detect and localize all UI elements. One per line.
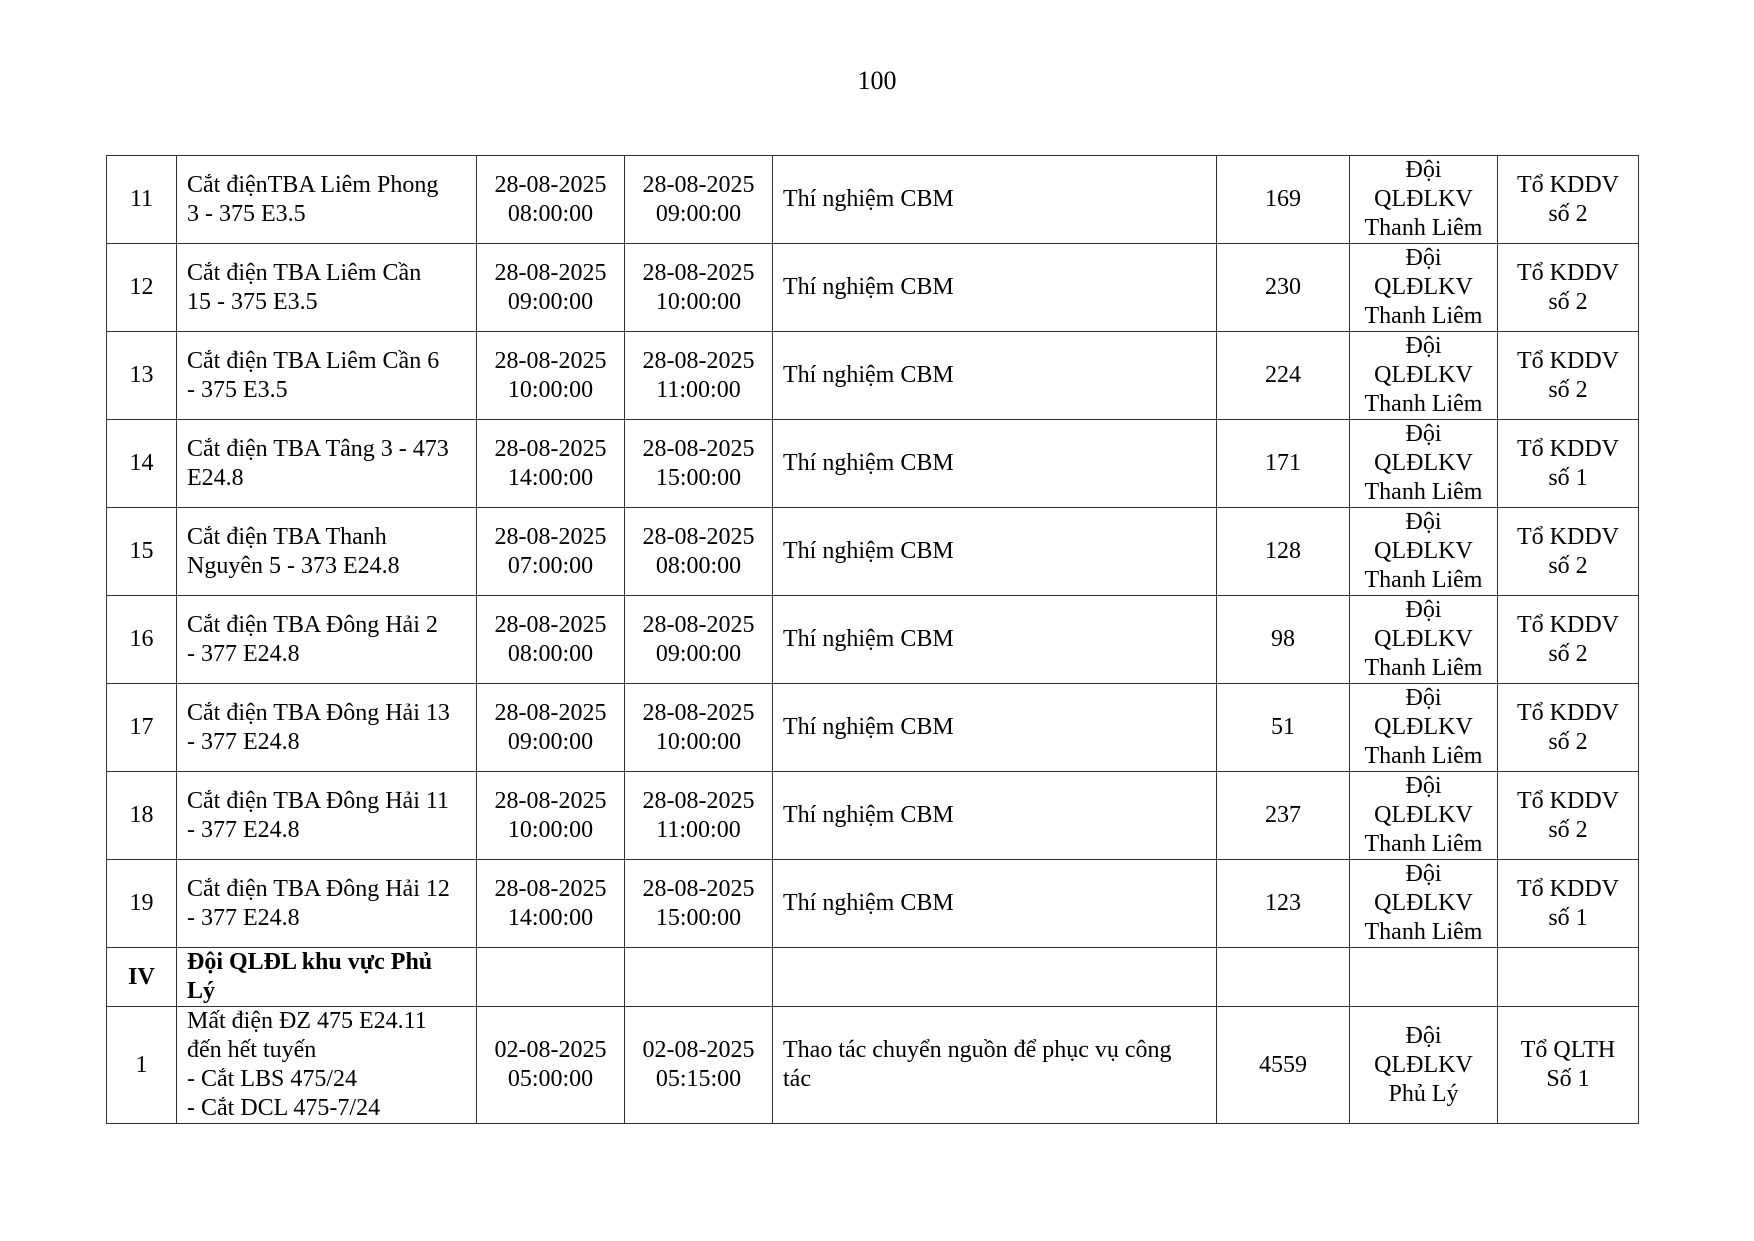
table-row [107, 1007, 1639, 1124]
responsible-unit-cell [1350, 156, 1498, 244]
start-time-line: 14:00:00 [507, 904, 594, 931]
reason-cell [773, 772, 1217, 860]
start-time-line: 28-08-2025 [494, 875, 607, 902]
reason-cell [773, 596, 1217, 684]
responsible-unit-cell [1350, 596, 1498, 684]
responsible-team-line: Tổ KDDV [1517, 523, 1619, 550]
end-time-cell [625, 772, 773, 860]
end-time-cell [625, 1007, 773, 1124]
work-description-line: - Cắt DCL 475-7/24 [187, 1095, 381, 1121]
responsible-unit-cell [1350, 948, 1498, 1007]
reason-cell [773, 508, 1217, 596]
table-row [107, 772, 1639, 860]
responsible-team-cell [1498, 772, 1639, 860]
table-row [107, 244, 1639, 332]
responsible-unit-line: QLĐLKV [1374, 1051, 1473, 1078]
reason-cell [773, 948, 1217, 1007]
section-header-row [107, 948, 1639, 1007]
end-time-cell [625, 596, 773, 684]
reason-line: Thao tác chuyển nguồn để phục vụ công [783, 1037, 1172, 1063]
responsible-unit-line: QLĐLKV [1374, 186, 1473, 212]
start-time-cell [477, 684, 625, 772]
row-number-cell [107, 772, 177, 860]
customer-count-cell [1217, 508, 1350, 596]
end-time-line: 10:00:00 [655, 728, 742, 755]
row-number-cell [107, 420, 177, 508]
table-row [107, 596, 1639, 684]
work-description-cell [177, 244, 477, 332]
row-number-text: 15 [129, 538, 154, 564]
responsible-unit-line: Đội [1405, 685, 1442, 711]
responsible-unit-line: QLĐLKV [1374, 274, 1473, 300]
work-description-cell [177, 156, 477, 244]
work-description-cell [177, 948, 477, 1007]
table-row [107, 684, 1639, 772]
responsible-unit-line: Đội [1405, 333, 1442, 359]
start-time-line: 28-08-2025 [494, 171, 607, 198]
end-time-line: 02-08-2025 [642, 1037, 755, 1063]
end-time-line: 11:00:00 [656, 376, 741, 403]
work-description-line: Cắt điện TBA Đông Hải 12 [187, 875, 450, 902]
start-time-line: 28-08-2025 [494, 699, 607, 726]
start-time-line: 10:00:00 [507, 816, 594, 843]
start-time-cell [477, 948, 625, 1007]
responsible-team-line: số 2 [1548, 552, 1588, 579]
end-time-line: 28-08-2025 [642, 699, 755, 726]
row-number-cell [107, 684, 177, 772]
table-row [107, 860, 1639, 948]
responsible-team-line: số 2 [1548, 288, 1588, 315]
responsible-unit-line: Thanh Liêm [1364, 391, 1483, 417]
end-time-cell [625, 508, 773, 596]
customer-count-text: 169 [1265, 186, 1301, 212]
responsible-unit-line: QLĐLKV [1374, 538, 1473, 564]
responsible-team-line: Tổ KDDV [1517, 347, 1619, 374]
responsible-team-line: số 1 [1548, 464, 1588, 491]
customer-count-cell [1217, 684, 1350, 772]
responsible-unit-line: Thanh Liêm [1364, 215, 1483, 241]
responsible-team-line: số 2 [1548, 200, 1588, 227]
customer-count-text: 128 [1265, 538, 1301, 564]
responsible-team-cell [1498, 156, 1639, 244]
responsible-unit-line: Thanh Liêm [1364, 831, 1483, 857]
work-description-line: Cắt điện TBA Đông Hải 2 [187, 611, 438, 638]
row-number-text: 16 [129, 626, 154, 652]
row-number-cell [107, 860, 177, 948]
responsible-team-line: Tổ KDDV [1517, 171, 1619, 198]
row-number-text: 1 [135, 1051, 148, 1078]
responsible-team-line: Tổ KDDV [1517, 435, 1619, 462]
work-description-line: Cắt điện TBA Đông Hải 13 [187, 699, 450, 726]
customer-count-cell [1217, 244, 1350, 332]
responsible-unit-cell [1350, 508, 1498, 596]
end-time-line: 10:00:00 [655, 288, 742, 315]
responsible-team-line: số 2 [1548, 816, 1588, 843]
customer-count-text: 224 [1265, 362, 1301, 388]
start-time-line: 28-08-2025 [494, 347, 607, 374]
end-time-line: 08:00:00 [655, 552, 742, 579]
work-description-line: - 377 E24.8 [187, 728, 300, 755]
row-number-text: 12 [129, 274, 154, 300]
responsible-unit-cell [1350, 684, 1498, 772]
responsible-team-cell [1498, 684, 1639, 772]
responsible-team-cell [1498, 1007, 1639, 1124]
end-time-line: 09:00:00 [655, 200, 742, 227]
work-description-cell [177, 332, 477, 420]
responsible-team-cell [1498, 596, 1639, 684]
reason-cell [773, 684, 1217, 772]
start-time-line: 02-08-2025 [494, 1037, 607, 1063]
work-description-cell [177, 508, 477, 596]
page-number: 100 [857, 66, 897, 95]
responsible-team-line: Tổ KDDV [1517, 875, 1619, 902]
start-time-line: 28-08-2025 [494, 787, 607, 814]
reason-cell [773, 332, 1217, 420]
responsible-unit-line: Thanh Liêm [1364, 479, 1483, 505]
work-description-line: - 377 E24.8 [187, 640, 300, 667]
work-description-cell [177, 772, 477, 860]
responsible-unit-line: QLĐLKV [1374, 802, 1473, 828]
responsible-unit-line: Thanh Liêm [1364, 655, 1483, 681]
work-description-cell [177, 860, 477, 948]
start-time-line: 05:00:00 [507, 1066, 594, 1092]
responsible-unit-line: Đội [1405, 157, 1442, 183]
end-time-line: 15:00:00 [655, 464, 742, 491]
start-time-cell [477, 420, 625, 508]
reason-line: Thí nghiệm CBM [783, 538, 954, 564]
reason-cell [773, 1007, 1217, 1124]
reason-line: Thí nghiệm CBM [783, 714, 954, 740]
work-description-cell [177, 1007, 477, 1124]
responsible-unit-cell [1350, 772, 1498, 860]
responsible-unit-line: Thanh Liêm [1364, 567, 1483, 593]
work-description-line: Cắt điện TBA Thanh [187, 523, 387, 550]
responsible-team-line: Tổ KDDV [1517, 259, 1619, 286]
responsible-team-line: số 1 [1548, 904, 1588, 931]
responsible-unit-line: Thanh Liêm [1364, 919, 1483, 945]
table-row [107, 420, 1639, 508]
reason-line: Thí nghiệm CBM [783, 186, 954, 212]
end-time-line: 11:00:00 [656, 816, 741, 843]
start-time-line: 28-08-2025 [494, 523, 607, 550]
responsible-unit-line: QLĐLKV [1374, 890, 1473, 916]
reason-line: tác [783, 1066, 811, 1092]
end-time-line: 09:00:00 [655, 640, 742, 667]
row-number-cell [107, 596, 177, 684]
customer-count-text: 123 [1265, 890, 1301, 916]
row-number-text: 18 [129, 802, 154, 828]
work-description-line: E24.8 [187, 464, 244, 491]
reason-cell [773, 156, 1217, 244]
start-time-line: 28-08-2025 [494, 611, 607, 638]
end-time-line: 28-08-2025 [642, 435, 755, 462]
responsible-team-line: Số 1 [1546, 1066, 1590, 1092]
end-time-cell [625, 860, 773, 948]
customer-count-cell [1217, 420, 1350, 508]
responsible-team-cell [1498, 420, 1639, 508]
responsible-unit-cell [1350, 1007, 1498, 1124]
end-time-line: 28-08-2025 [642, 259, 755, 286]
customer-count-cell [1217, 596, 1350, 684]
reason-line: Thí nghiệm CBM [783, 802, 954, 828]
row-number-cell [107, 156, 177, 244]
responsible-unit-line: Đội [1405, 861, 1442, 887]
start-time-line: 08:00:00 [507, 640, 594, 667]
work-description-line: Cắt điện TBA Liêm Cần 6 [187, 347, 440, 374]
end-time-line: 28-08-2025 [642, 787, 755, 814]
reason-line: Thí nghiệm CBM [783, 274, 954, 300]
responsible-team-line: số 2 [1548, 376, 1588, 403]
responsible-unit-line: QLĐLKV [1374, 450, 1473, 476]
responsible-team-cell [1498, 244, 1639, 332]
responsible-team-line: Tổ KDDV [1517, 611, 1619, 638]
work-description-cell [177, 420, 477, 508]
start-time-line: 28-08-2025 [494, 259, 607, 286]
table-row [107, 156, 1639, 244]
work-description-line: - 375 E3.5 [187, 376, 288, 403]
row-number-cell [107, 244, 177, 332]
responsible-unit-cell [1350, 332, 1498, 420]
start-time-cell [477, 244, 625, 332]
end-time-line: 28-08-2025 [642, 611, 755, 638]
customer-count-text: 230 [1265, 274, 1301, 300]
end-time-cell [625, 244, 773, 332]
reason-line: Thí nghiệm CBM [783, 362, 954, 388]
work-description-line: 15 - 375 E3.5 [187, 288, 318, 315]
responsible-team-line: Tổ KDDV [1517, 699, 1619, 726]
reason-cell [773, 244, 1217, 332]
row-number-text: 11 [129, 186, 154, 212]
work-description-line: Nguyên 5 - 373 E24.8 [187, 552, 400, 579]
customer-count-text: 4559 [1259, 1051, 1307, 1078]
row-number-cell [107, 948, 177, 1007]
responsible-team-line: số 2 [1548, 728, 1588, 755]
work-description-line: - 377 E24.8 [187, 816, 300, 843]
schedule-body [107, 156, 1639, 1124]
responsible-unit-line: QLĐLKV [1374, 714, 1473, 740]
reason-line: Thí nghiệm CBM [783, 626, 954, 652]
row-number-cell [107, 508, 177, 596]
row-number-text: 19 [129, 890, 154, 916]
end-time-line: 05:15:00 [655, 1066, 742, 1092]
reason-line: Thí nghiệm CBM [783, 450, 954, 476]
work-description-line: Cắt điệnTBA Liêm Phong [187, 171, 439, 198]
work-description-cell [177, 684, 477, 772]
work-description-line: Mất điện ĐZ 475 E24.11 [187, 1008, 427, 1034]
end-time-cell [625, 684, 773, 772]
responsible-unit-line: QLĐLKV [1374, 362, 1473, 388]
responsible-unit-line: Phủ Lý [1388, 1080, 1459, 1107]
end-time-line: 28-08-2025 [642, 171, 755, 198]
end-time-line: 28-08-2025 [642, 875, 755, 902]
customer-count-cell [1217, 948, 1350, 1007]
reason-line: Thí nghiệm CBM [783, 890, 954, 916]
customer-count-cell [1217, 156, 1350, 244]
start-time-line: 10:00:00 [507, 376, 594, 403]
work-description-line: Cắt điện TBA Đông Hải 11 [187, 787, 449, 814]
responsible-unit-line: Đội [1405, 1022, 1442, 1049]
end-time-line: 28-08-2025 [642, 347, 755, 374]
row-number-text: 17 [129, 714, 154, 740]
customer-count-text: 51 [1271, 714, 1295, 740]
outage-schedule-table [106, 155, 1639, 1124]
responsible-unit-cell [1350, 244, 1498, 332]
responsible-unit-cell [1350, 420, 1498, 508]
start-time-line: 14:00:00 [507, 464, 594, 491]
customer-count-cell [1217, 1007, 1350, 1124]
responsible-team-line: Tổ KDDV [1517, 787, 1619, 814]
end-time-cell [625, 948, 773, 1007]
responsible-team-cell [1498, 860, 1639, 948]
reason-cell [773, 860, 1217, 948]
start-time-cell [477, 156, 625, 244]
customer-count-cell [1217, 772, 1350, 860]
start-time-line: 09:00:00 [507, 288, 594, 315]
work-description-line: Đội QLĐL khu vực Phủ Lý [187, 949, 433, 1004]
work-description-line: 3 - 375 E3.5 [187, 200, 306, 227]
row-number-text: IV [128, 963, 155, 990]
table-row [107, 508, 1639, 596]
end-time-line: 15:00:00 [655, 904, 742, 931]
responsible-unit-cell [1350, 860, 1498, 948]
responsible-unit-line: Thanh Liêm [1364, 303, 1483, 329]
start-time-cell [477, 1007, 625, 1124]
customer-count-cell [1217, 332, 1350, 420]
work-description-line: - Cắt LBS 475/24 [187, 1066, 358, 1092]
work-description-line: Cắt điện TBA Liêm Cần [187, 259, 422, 286]
work-description-line: Cắt điện TBA Tâng 3 - 473 [187, 435, 449, 462]
responsible-unit-line: Đội [1405, 245, 1442, 271]
start-time-cell [477, 772, 625, 860]
work-description-line: đến hết tuyến [187, 1037, 317, 1063]
responsible-unit-line: QLĐLKV [1374, 626, 1473, 652]
customer-count-text: 237 [1265, 802, 1301, 828]
start-time-line: 08:00:00 [507, 200, 594, 227]
responsible-team-cell [1498, 332, 1639, 420]
end-time-cell [625, 420, 773, 508]
start-time-cell [477, 332, 625, 420]
end-time-line: 28-08-2025 [642, 523, 755, 550]
work-description-line: - 377 E24.8 [187, 904, 300, 931]
responsible-unit-line: Đội [1405, 509, 1442, 535]
responsible-team-cell [1498, 508, 1639, 596]
responsible-unit-line: Đội [1405, 421, 1442, 447]
customer-count-text: 98 [1271, 626, 1295, 652]
responsible-unit-line: Thanh Liêm [1364, 743, 1483, 769]
row-number-cell [107, 332, 177, 420]
start-time-cell [477, 860, 625, 948]
end-time-cell [625, 156, 773, 244]
start-time-cell [477, 508, 625, 596]
customer-count-text: 171 [1265, 450, 1301, 476]
start-time-line: 28-08-2025 [494, 435, 607, 462]
row-number-text: 13 [129, 362, 154, 388]
responsible-unit-line: Đội [1405, 597, 1442, 623]
row-number-cell [107, 1007, 177, 1124]
responsible-team-line: số 2 [1548, 640, 1588, 667]
customer-count-cell [1217, 860, 1350, 948]
responsible-team-line: Tổ QLTH [1520, 1037, 1616, 1063]
responsible-unit-line: Đội [1405, 773, 1442, 799]
start-time-line: 09:00:00 [507, 728, 594, 755]
start-time-cell [477, 596, 625, 684]
reason-cell [773, 420, 1217, 508]
end-time-cell [625, 332, 773, 420]
start-time-line: 07:00:00 [507, 552, 594, 579]
table-row [107, 332, 1639, 420]
responsible-team-cell [1498, 948, 1639, 1007]
row-number-text: 14 [129, 450, 154, 476]
work-description-cell [177, 596, 477, 684]
